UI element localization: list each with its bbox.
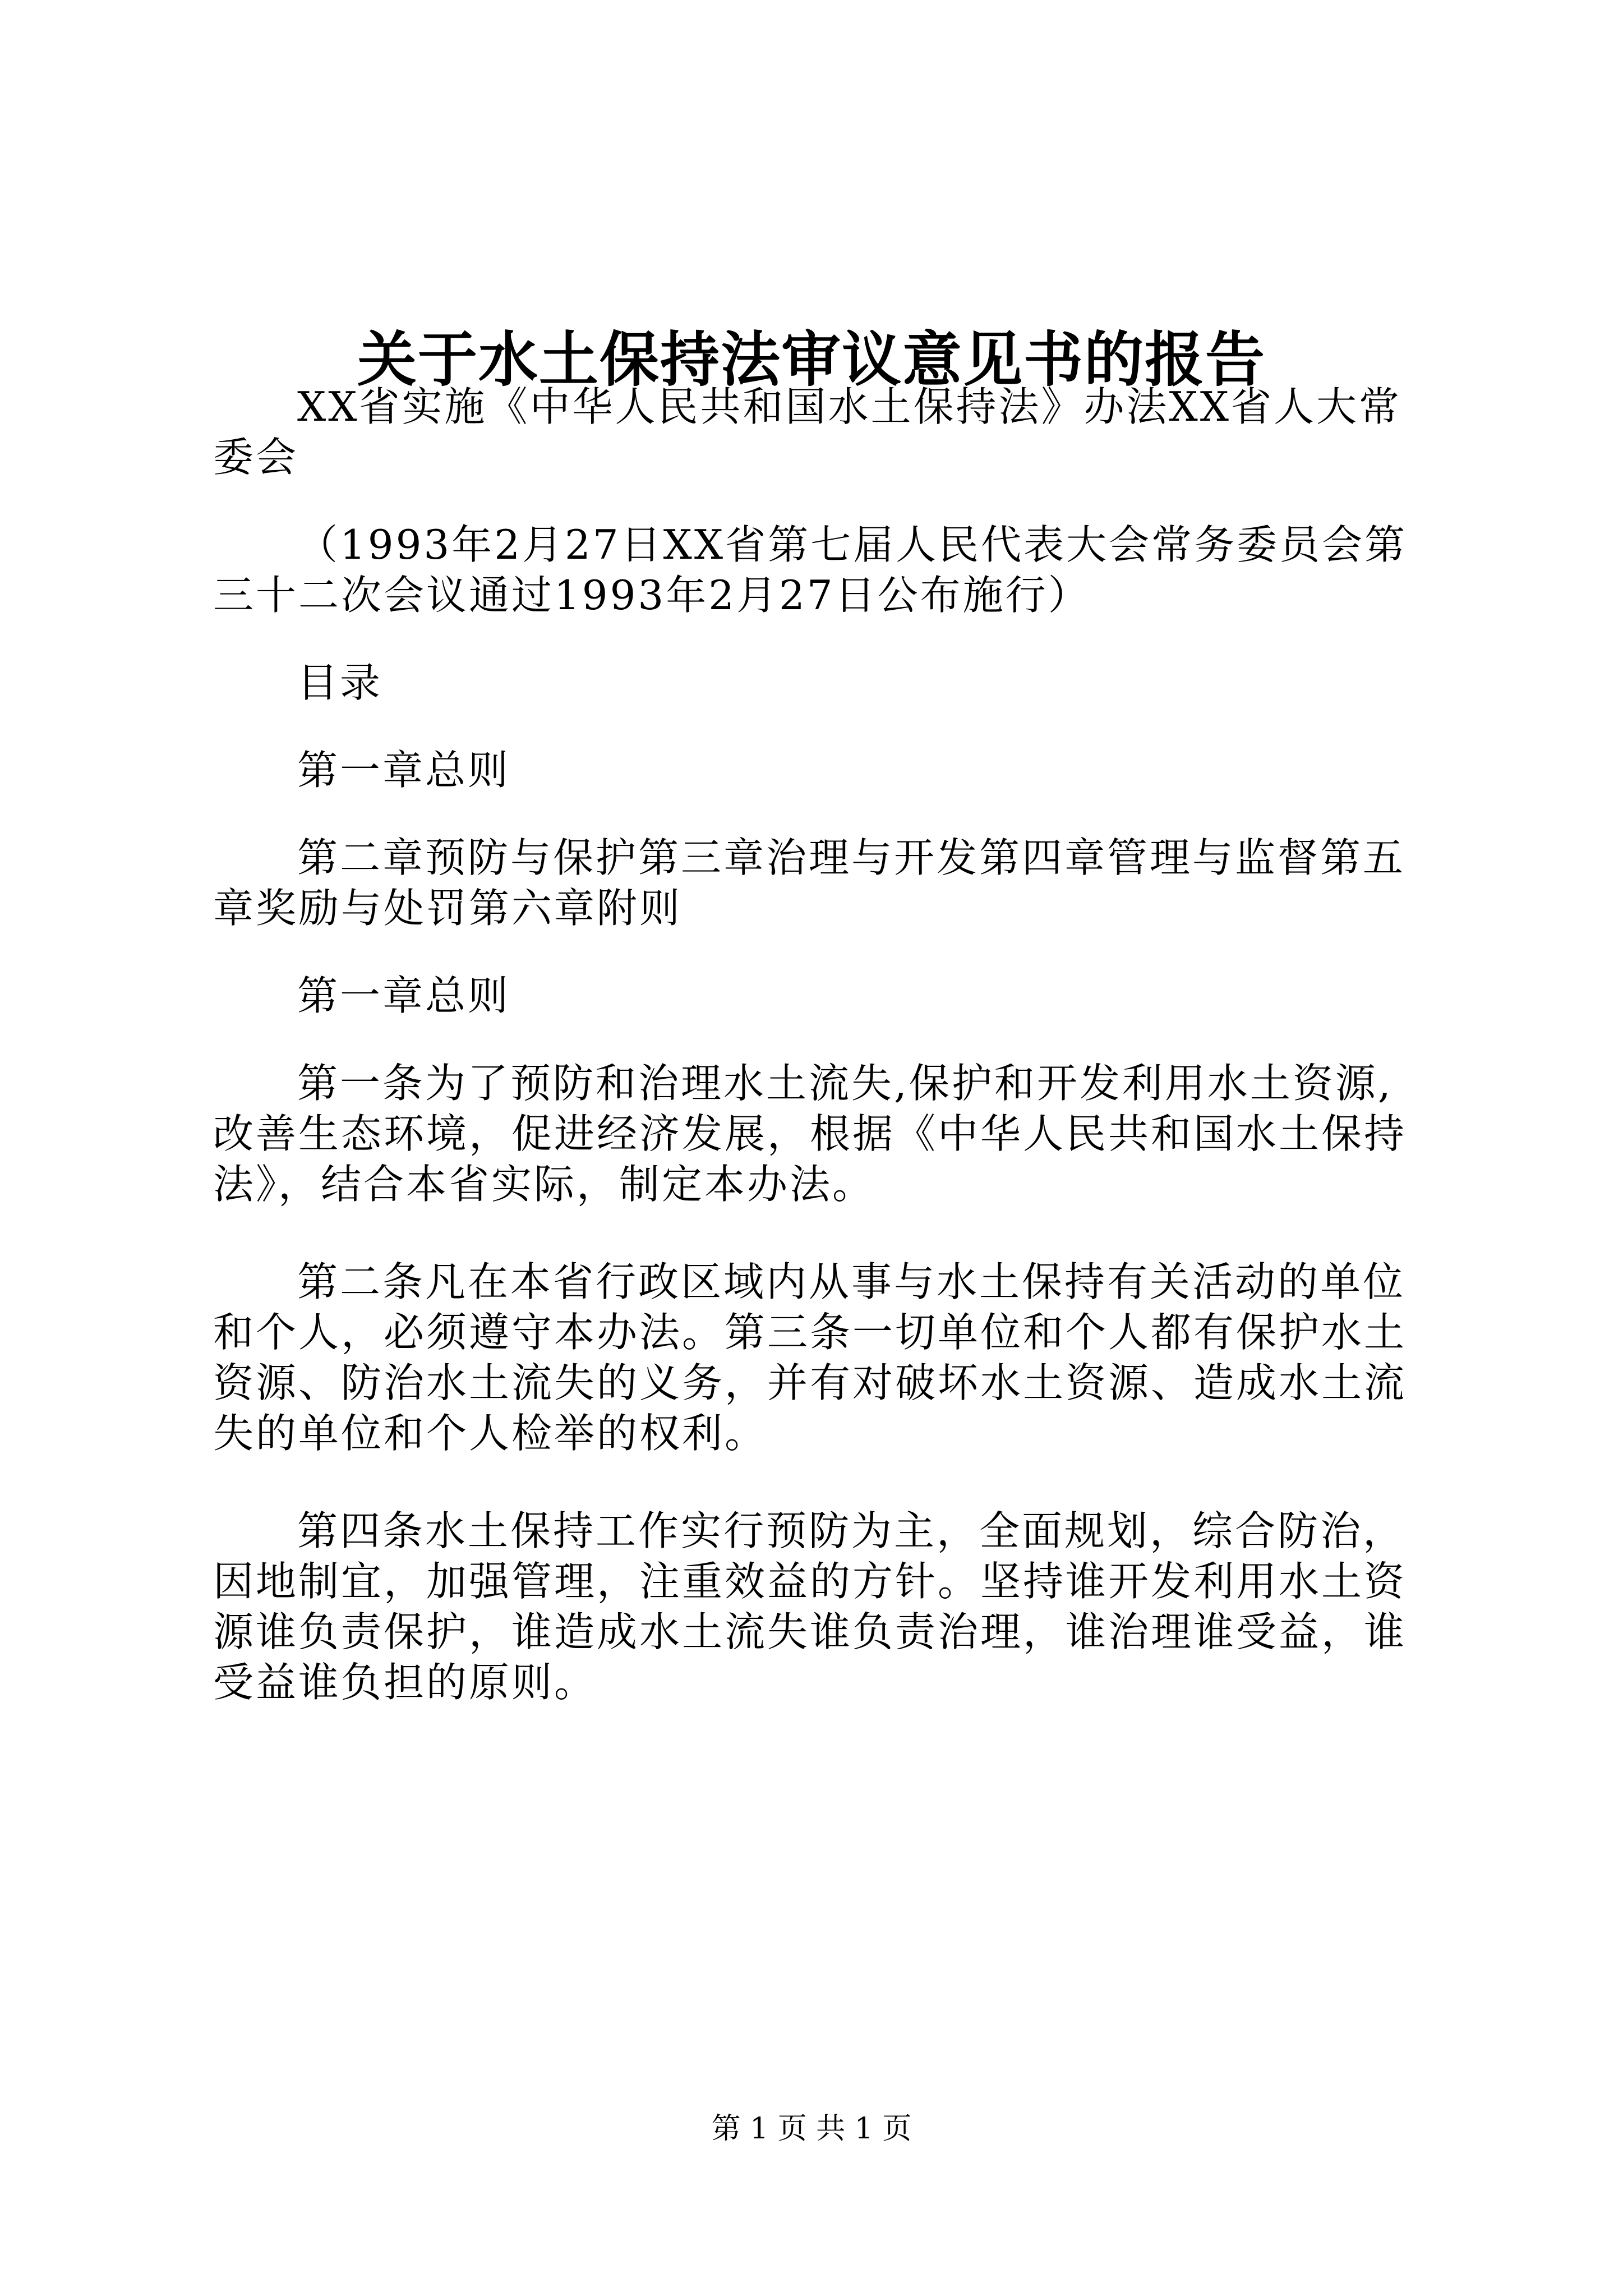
paragraph-chapter-1-heading: 第一章总则: [297, 972, 511, 1019]
page-number-footer: 第 1 页 共 1 页: [711, 2112, 912, 2146]
paragraph-toc-label: 目录: [297, 659, 383, 706]
document-body: [213, 381, 1413, 1708]
paragraph-toc-chapters: 第二章预防与保护第三章治理与开发第四章管理与监督第五章奖励与处罚第六章附则: [213, 834, 1406, 932]
paragraph-article-4: 第四条水土保持工作实行预防为主，全面规划，综合防治，因地制宜，加强管理，注重效益的方针。坚持谁开发利用水土资源谁负责保护，谁造成水土流失谁负责治理，谁治理谁受益，谁受益谁负担的原则。: [213, 1507, 1407, 1706]
paragraph-article-2-3: 第二条凡在本省行政区域内从事与水土保持有关活动的单位和个人，必须遵守本办法。第三条一切单位和个人都有保护水土资源、防治水土流失的义务，并有对破坏水土资源、造成水土流失的单位和个人检举的权利。: [213, 1258, 1407, 1457]
paragraph-adoption-note: （1993年2月27日XX省第七届人民代表大会常务委员会第三十二次会议通过1993年2月27日公布施行）: [213, 521, 1408, 619]
paragraph-article-1: 第一条为了预防和治理水土流失,保护和开发利用水土资源,改善生态环境，促进经济发展，根据《中华人民共和国水土保持法》，结合本省实际，制定本办法。: [213, 1060, 1407, 1208]
document-title: 关于水土保持法审议意见书的报告: [357, 324, 1266, 395]
paragraph-heading-info: XX省实施《中华人民共和国水土保持法》办法XX省人大常委会: [213, 383, 1402, 481]
paragraph-toc-chapter-1: 第一章总则: [297, 747, 511, 794]
